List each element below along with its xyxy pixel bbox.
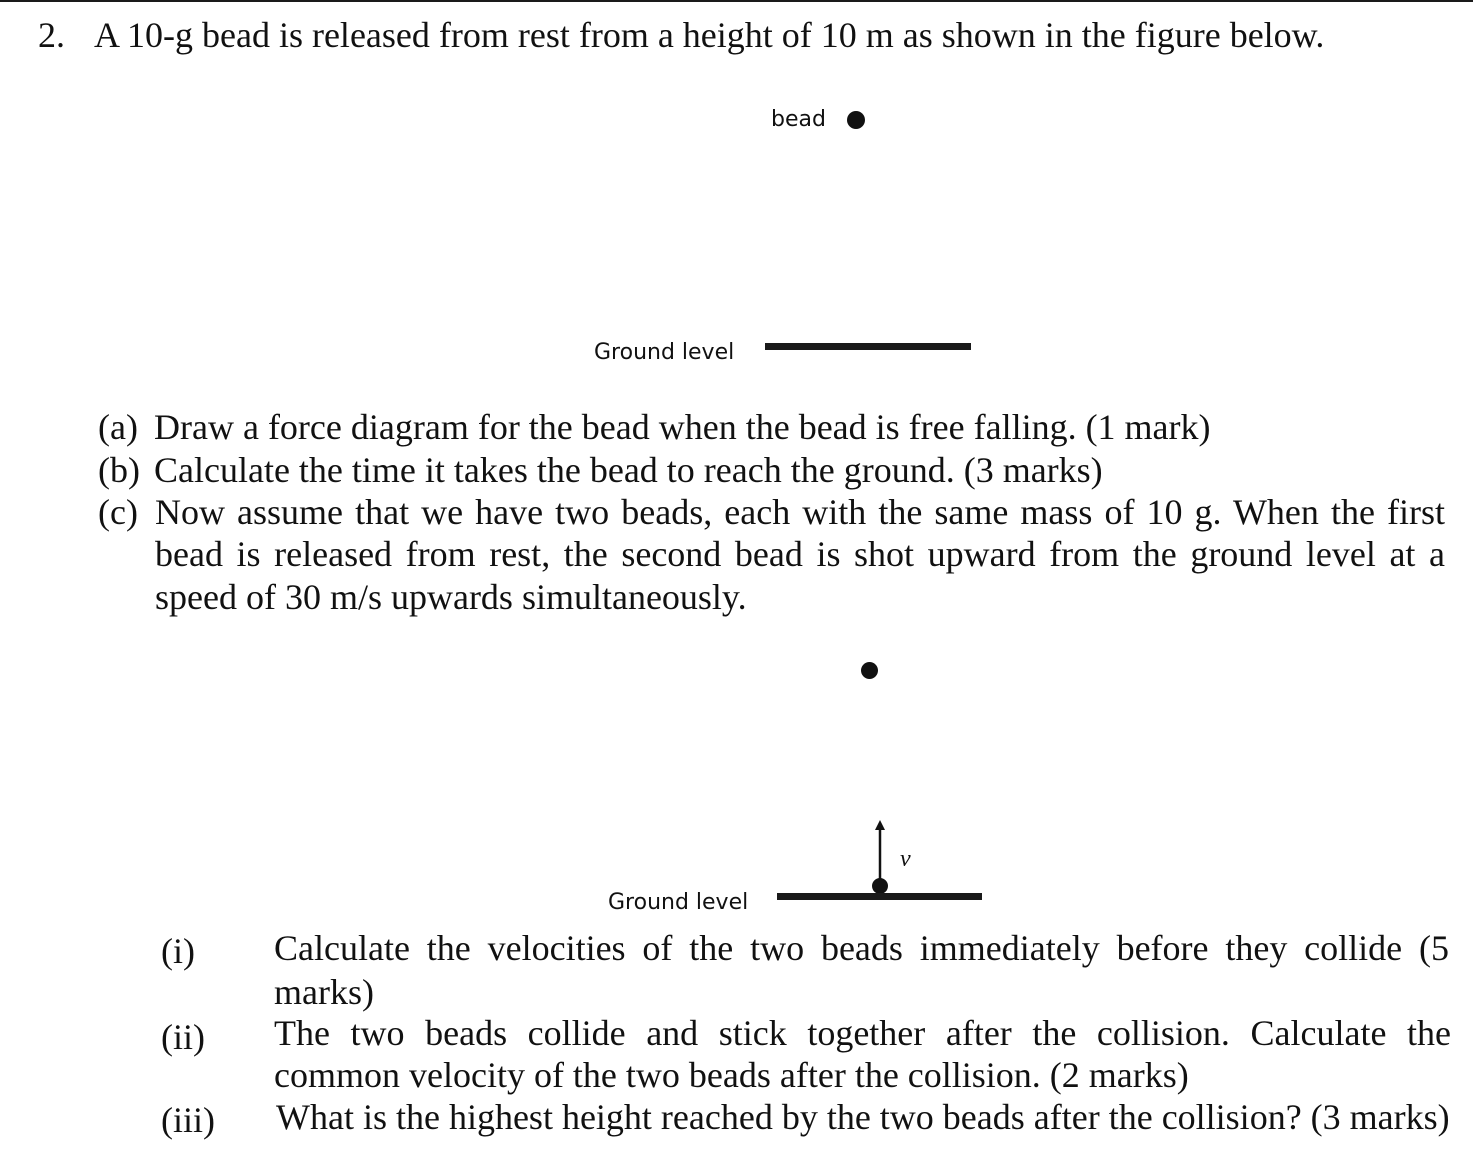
ground-level-label-2: Ground level [608,890,749,915]
question-stem: A 10-g bead is released from rest from a height of 10 m as shown in the figure below. [94,15,1325,55]
velocity-label: v [900,846,911,872]
subpart-ii-line-1: The two beads collide and stick together after the collision. Calculate the [274,1013,1451,1053]
ground-line-2 [777,893,982,900]
part-c-label: (c) [98,492,138,532]
subpart-ii-label: (ii) [161,1017,205,1057]
part-c-line-1: Now assume that we have two beads, each with the same mass of 10 g. When the first [155,492,1445,532]
subpart-i-line-2: marks) [274,972,374,1012]
bead-dot [847,111,865,129]
bead-label: bead [771,107,826,132]
subpart-iii-label: (iii) [161,1100,215,1140]
ground-line-1 [765,343,971,350]
launched-bead-dot [872,878,888,894]
part-a-label: (a) [98,407,138,447]
part-a-text: Draw a force diagram for the bead when the bead is free falling. (1 mark) [154,407,1211,447]
top-rule [0,0,1473,2]
subpart-iii-line-1: What is the highest height reached by the two beads after the collision? (3 marks) [276,1097,1450,1137]
subpart-ii-line-2: common velocity of the two beads after the collision. (2 marks) [274,1055,1189,1095]
subpart-i-line-1: Calculate the velocities of the two beads immediately before they collide (5 [274,928,1449,968]
falling-bead-dot [861,662,878,679]
part-b-label: (b) [98,450,140,490]
question-number: 2. [38,15,65,55]
part-c-line-2: bead is released from rest, the second bead is shot upward from the ground level at a [155,534,1445,574]
ground-level-label-1: Ground level [594,340,735,365]
part-b-text: Calculate the time it takes the bead to reach the ground. (3 marks) [154,450,1103,490]
subpart-i-label: (i) [161,931,195,971]
part-c-line-3: speed of 30 m/s upwards simultaneously. [155,577,747,617]
